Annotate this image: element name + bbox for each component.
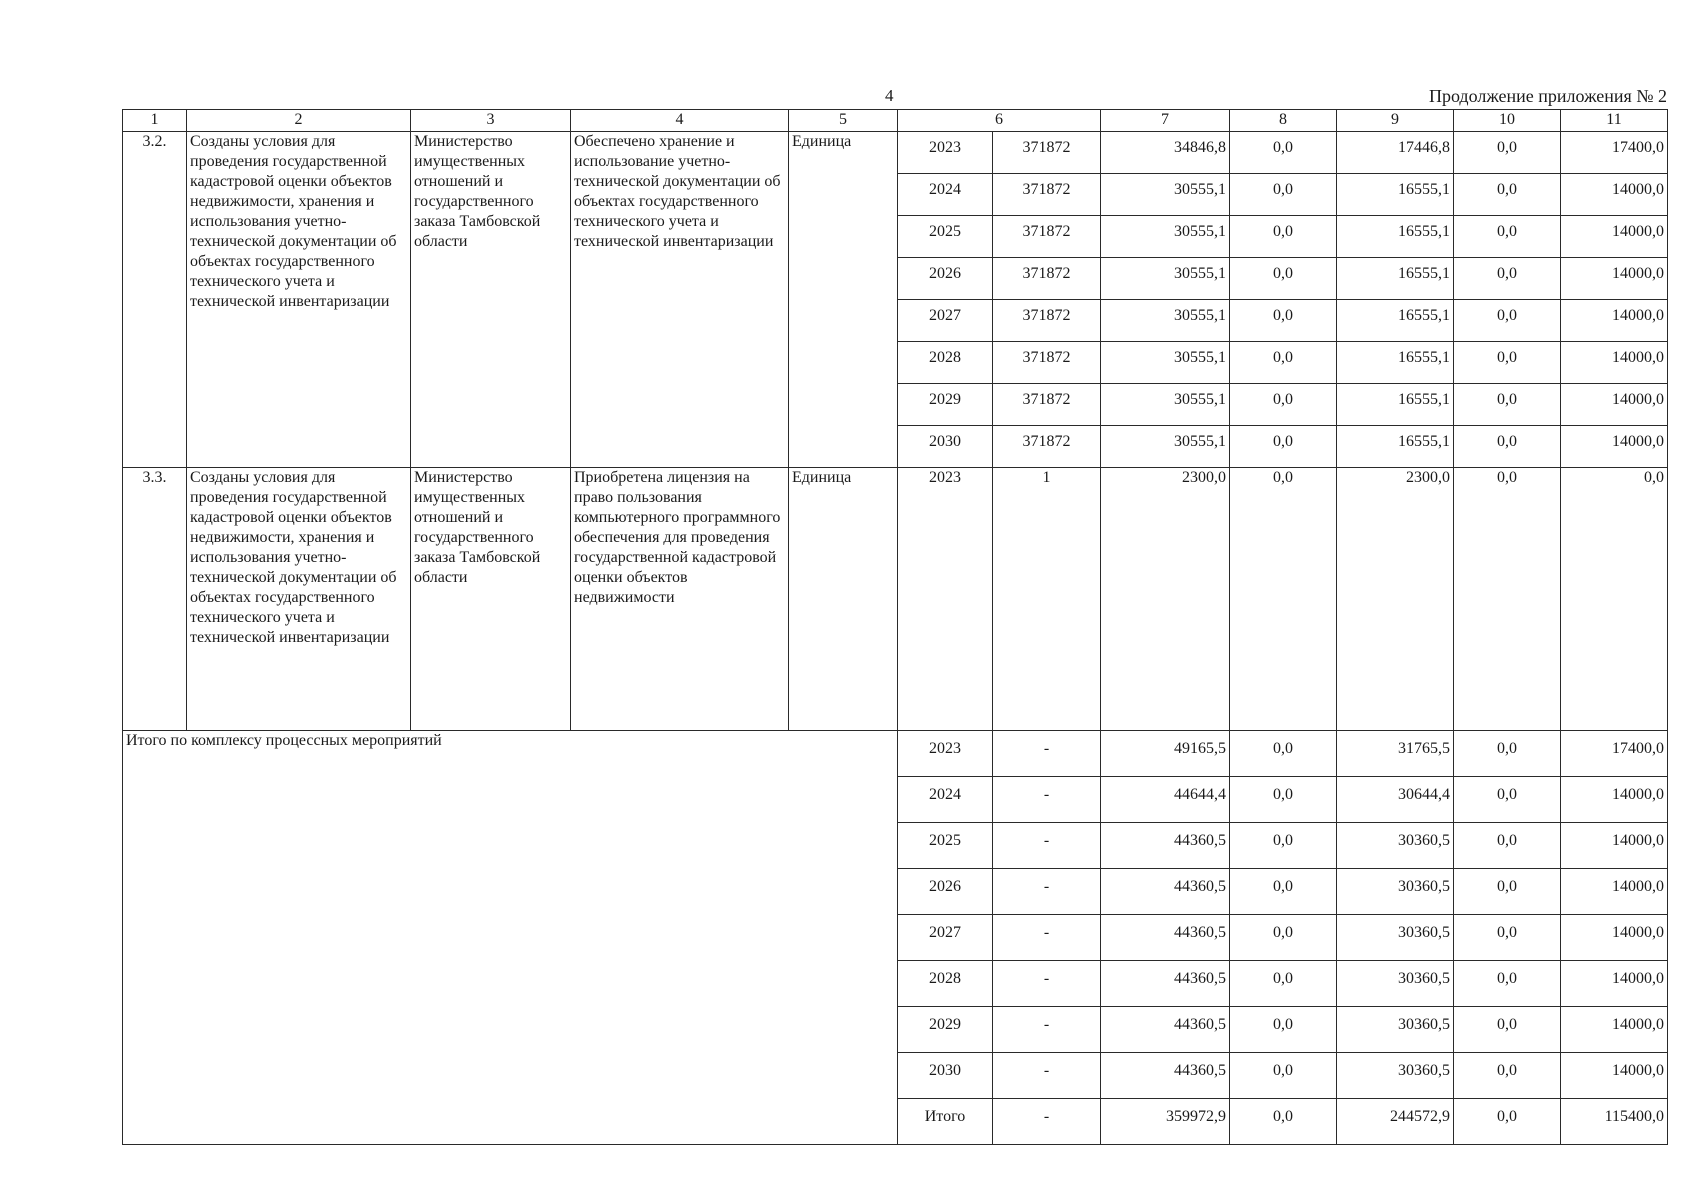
- year-cell: 2027: [898, 915, 993, 961]
- extrabudgetary-cell: 14000,0: [1561, 777, 1668, 823]
- year-cell: 2023: [898, 468, 993, 731]
- federal-budget-cell: 0,0: [1230, 731, 1337, 777]
- federal-budget-cell: 0,0: [1230, 1007, 1337, 1053]
- result-description: Приобретена лицензия на право пользования компьютерного программного обеспечения для проведения государственной кадастровой оценки объектов недвижимости: [571, 468, 789, 731]
- year-cell: 2028: [898, 961, 993, 1007]
- local-budget-cell: 0,0: [1454, 174, 1561, 216]
- year-cell: 2030: [898, 1053, 993, 1099]
- extrabudgetary-cell: 14000,0: [1561, 1053, 1668, 1099]
- total-amount-cell: 30555,1: [1101, 258, 1230, 300]
- year-cell: 2029: [898, 384, 993, 426]
- total-row: [123, 731, 1668, 777]
- year-cell: 2026: [898, 869, 993, 915]
- extrabudgetary-cell: 14000,0: [1561, 258, 1668, 300]
- target-value-cell: 371872: [993, 342, 1101, 384]
- year-cell: 2025: [898, 216, 993, 258]
- extrabudgetary-cell: 115400,0: [1561, 1099, 1668, 1145]
- column-number: 5: [789, 110, 898, 132]
- target-value-cell: -: [993, 1099, 1101, 1145]
- local-budget-cell: 0,0: [1454, 961, 1561, 1007]
- local-budget-cell: 0,0: [1454, 777, 1561, 823]
- regional-budget-cell: 16555,1: [1337, 300, 1454, 342]
- extrabudgetary-cell: 14000,0: [1561, 300, 1668, 342]
- local-budget-cell: 0,0: [1454, 132, 1561, 174]
- federal-budget-cell: 0,0: [1230, 1099, 1337, 1145]
- local-budget-cell: 0,0: [1454, 915, 1561, 961]
- column-number: 1: [123, 110, 187, 132]
- item-number: 3.2.: [123, 132, 187, 468]
- target-value-cell: 371872: [993, 426, 1101, 468]
- column-number: 6: [898, 110, 1101, 132]
- local-budget-cell: 0,0: [1454, 1007, 1561, 1053]
- year-cell: 2024: [898, 777, 993, 823]
- table-row: [123, 468, 1668, 731]
- federal-budget-cell: 0,0: [1230, 468, 1337, 731]
- regional-budget-cell: 17446,8: [1337, 132, 1454, 174]
- column-number: 9: [1337, 110, 1454, 132]
- extrabudgetary-cell: 14000,0: [1561, 216, 1668, 258]
- task-description: Созданы условия для проведения государственной кадастровой оценки объектов недвижимости, хранения и использования учетно-технической документации об объектах государственного технического учета и технической инвентаризации: [187, 132, 411, 468]
- year-cell: 2023: [898, 132, 993, 174]
- target-value-cell: 1: [993, 468, 1101, 731]
- local-budget-cell: 0,0: [1454, 258, 1561, 300]
- regional-budget-cell: 244572,9: [1337, 1099, 1454, 1145]
- local-budget-cell: 0,0: [1454, 384, 1561, 426]
- regional-budget-cell: 2300,0: [1337, 468, 1454, 731]
- year-cell: 2030: [898, 426, 993, 468]
- federal-budget-cell: 0,0: [1230, 216, 1337, 258]
- federal-budget-cell: 0,0: [1230, 426, 1337, 468]
- total-amount-cell: 44644,4: [1101, 777, 1230, 823]
- total-amount-cell: 30555,1: [1101, 300, 1230, 342]
- item-number: 3.3.: [123, 468, 187, 731]
- federal-budget-cell: 0,0: [1230, 300, 1337, 342]
- responsible-executor: Министерство имущественных отношений и государственного заказа Тамбовской области: [411, 468, 571, 731]
- column-number: 8: [1230, 110, 1337, 132]
- total-amount-cell: 44360,5: [1101, 915, 1230, 961]
- federal-budget-cell: 0,0: [1230, 777, 1337, 823]
- local-budget-cell: 0,0: [1454, 426, 1561, 468]
- column-number: 11: [1561, 110, 1668, 132]
- local-budget-cell: 0,0: [1454, 1053, 1561, 1099]
- federal-budget-cell: 0,0: [1230, 961, 1337, 1007]
- extrabudgetary-cell: 14000,0: [1561, 961, 1668, 1007]
- appendix-continuation-title: Продолжение приложения № 2: [1428, 86, 1667, 106]
- total-label: Итого по комплексу процессных мероприятий: [123, 731, 898, 1145]
- target-value-cell: -: [993, 961, 1101, 1007]
- regional-budget-cell: 16555,1: [1337, 342, 1454, 384]
- target-value-cell: -: [993, 1053, 1101, 1099]
- target-value-cell: -: [993, 777, 1101, 823]
- year-cell: 2028: [898, 342, 993, 384]
- target-value-cell: 371872: [993, 216, 1101, 258]
- target-value-cell: 371872: [993, 258, 1101, 300]
- unit-of-measure: Единица: [789, 468, 898, 731]
- target-value-cell: 371872: [993, 132, 1101, 174]
- page-number: 4: [885, 86, 894, 105]
- local-budget-cell: 0,0: [1454, 869, 1561, 915]
- total-amount-cell: 44360,5: [1101, 823, 1230, 869]
- extrabudgetary-cell: 14000,0: [1561, 823, 1668, 869]
- federal-budget-cell: 0,0: [1230, 1053, 1337, 1099]
- extrabudgetary-cell: 14000,0: [1561, 426, 1668, 468]
- local-budget-cell: 0,0: [1454, 1099, 1561, 1145]
- regional-budget-cell: 30644,4: [1337, 777, 1454, 823]
- regional-budget-cell: 16555,1: [1337, 258, 1454, 300]
- responsible-executor: Министерство имущественных отношений и государственного заказа Тамбовской области: [411, 132, 571, 468]
- year-cell: Итого: [898, 1099, 993, 1145]
- column-number: 7: [1101, 110, 1230, 132]
- year-cell: 2025: [898, 823, 993, 869]
- extrabudgetary-cell: 14000,0: [1561, 174, 1668, 216]
- result-description: Обеспечено хранение и использование учетно-технической документации об объектах государственного технического учета и технической инвентаризации: [571, 132, 789, 468]
- total-amount-cell: 44360,5: [1101, 961, 1230, 1007]
- total-amount-cell: 44360,5: [1101, 869, 1230, 915]
- total-amount-cell: 30555,1: [1101, 342, 1230, 384]
- budget-table: [122, 109, 1668, 1145]
- extrabudgetary-cell: 0,0: [1561, 468, 1668, 731]
- total-amount-cell: 30555,1: [1101, 174, 1230, 216]
- local-budget-cell: 0,0: [1454, 731, 1561, 777]
- column-number: 4: [571, 110, 789, 132]
- regional-budget-cell: 30360,5: [1337, 1007, 1454, 1053]
- column-number-row: [123, 110, 1668, 132]
- local-budget-cell: 0,0: [1454, 342, 1561, 384]
- extrabudgetary-cell: 14000,0: [1561, 1007, 1668, 1053]
- regional-budget-cell: 16555,1: [1337, 384, 1454, 426]
- column-number: 2: [187, 110, 411, 132]
- extrabudgetary-cell: 14000,0: [1561, 384, 1668, 426]
- total-amount-cell: 30555,1: [1101, 216, 1230, 258]
- local-budget-cell: 0,0: [1454, 468, 1561, 731]
- federal-budget-cell: 0,0: [1230, 258, 1337, 300]
- federal-budget-cell: 0,0: [1230, 132, 1337, 174]
- extrabudgetary-cell: 14000,0: [1561, 869, 1668, 915]
- local-budget-cell: 0,0: [1454, 823, 1561, 869]
- federal-budget-cell: 0,0: [1230, 174, 1337, 216]
- target-value-cell: -: [993, 915, 1101, 961]
- regional-budget-cell: 16555,1: [1337, 216, 1454, 258]
- federal-budget-cell: 0,0: [1230, 869, 1337, 915]
- regional-budget-cell: 30360,5: [1337, 869, 1454, 915]
- total-amount-cell: 44360,5: [1101, 1053, 1230, 1099]
- federal-budget-cell: 0,0: [1230, 384, 1337, 426]
- year-cell: 2026: [898, 258, 993, 300]
- unit-of-measure: Единица: [789, 132, 898, 468]
- regional-budget-cell: 16555,1: [1337, 174, 1454, 216]
- total-amount-cell: 359972,9: [1101, 1099, 1230, 1145]
- year-cell: 2024: [898, 174, 993, 216]
- target-value-cell: -: [993, 869, 1101, 915]
- target-value-cell: -: [993, 823, 1101, 869]
- total-amount-cell: 30555,1: [1101, 426, 1230, 468]
- total-amount-cell: 44360,5: [1101, 1007, 1230, 1053]
- column-number: 3: [411, 110, 571, 132]
- year-cell: 2023: [898, 731, 993, 777]
- extrabudgetary-cell: 17400,0: [1561, 132, 1668, 174]
- total-amount-cell: 34846,8: [1101, 132, 1230, 174]
- total-amount-cell: 30555,1: [1101, 384, 1230, 426]
- regional-budget-cell: 30360,5: [1337, 823, 1454, 869]
- target-value-cell: 371872: [993, 384, 1101, 426]
- federal-budget-cell: 0,0: [1230, 915, 1337, 961]
- extrabudgetary-cell: 14000,0: [1561, 915, 1668, 961]
- table-row: [123, 132, 1668, 174]
- local-budget-cell: 0,0: [1454, 300, 1561, 342]
- regional-budget-cell: 31765,5: [1337, 731, 1454, 777]
- target-value-cell: 371872: [993, 300, 1101, 342]
- local-budget-cell: 0,0: [1454, 216, 1561, 258]
- total-amount-cell: 49165,5: [1101, 731, 1230, 777]
- target-value-cell: -: [993, 731, 1101, 777]
- column-number: 10: [1454, 110, 1561, 132]
- federal-budget-cell: 0,0: [1230, 342, 1337, 384]
- target-value-cell: -: [993, 1007, 1101, 1053]
- task-description: Созданы условия для проведения государственной кадастровой оценки объектов недвижимости, хранения и использования учетно-технической документации об объектах государственного технического учета и технической инвентаризации: [187, 468, 411, 731]
- extrabudgetary-cell: 14000,0: [1561, 342, 1668, 384]
- regional-budget-cell: 30360,5: [1337, 915, 1454, 961]
- extrabudgetary-cell: 17400,0: [1561, 731, 1668, 777]
- federal-budget-cell: 0,0: [1230, 823, 1337, 869]
- year-cell: 2029: [898, 1007, 993, 1053]
- regional-budget-cell: 30360,5: [1337, 961, 1454, 1007]
- regional-budget-cell: 16555,1: [1337, 426, 1454, 468]
- target-value-cell: 371872: [993, 174, 1101, 216]
- regional-budget-cell: 30360,5: [1337, 1053, 1454, 1099]
- year-cell: 2027: [898, 300, 993, 342]
- total-amount-cell: 2300,0: [1101, 468, 1230, 731]
